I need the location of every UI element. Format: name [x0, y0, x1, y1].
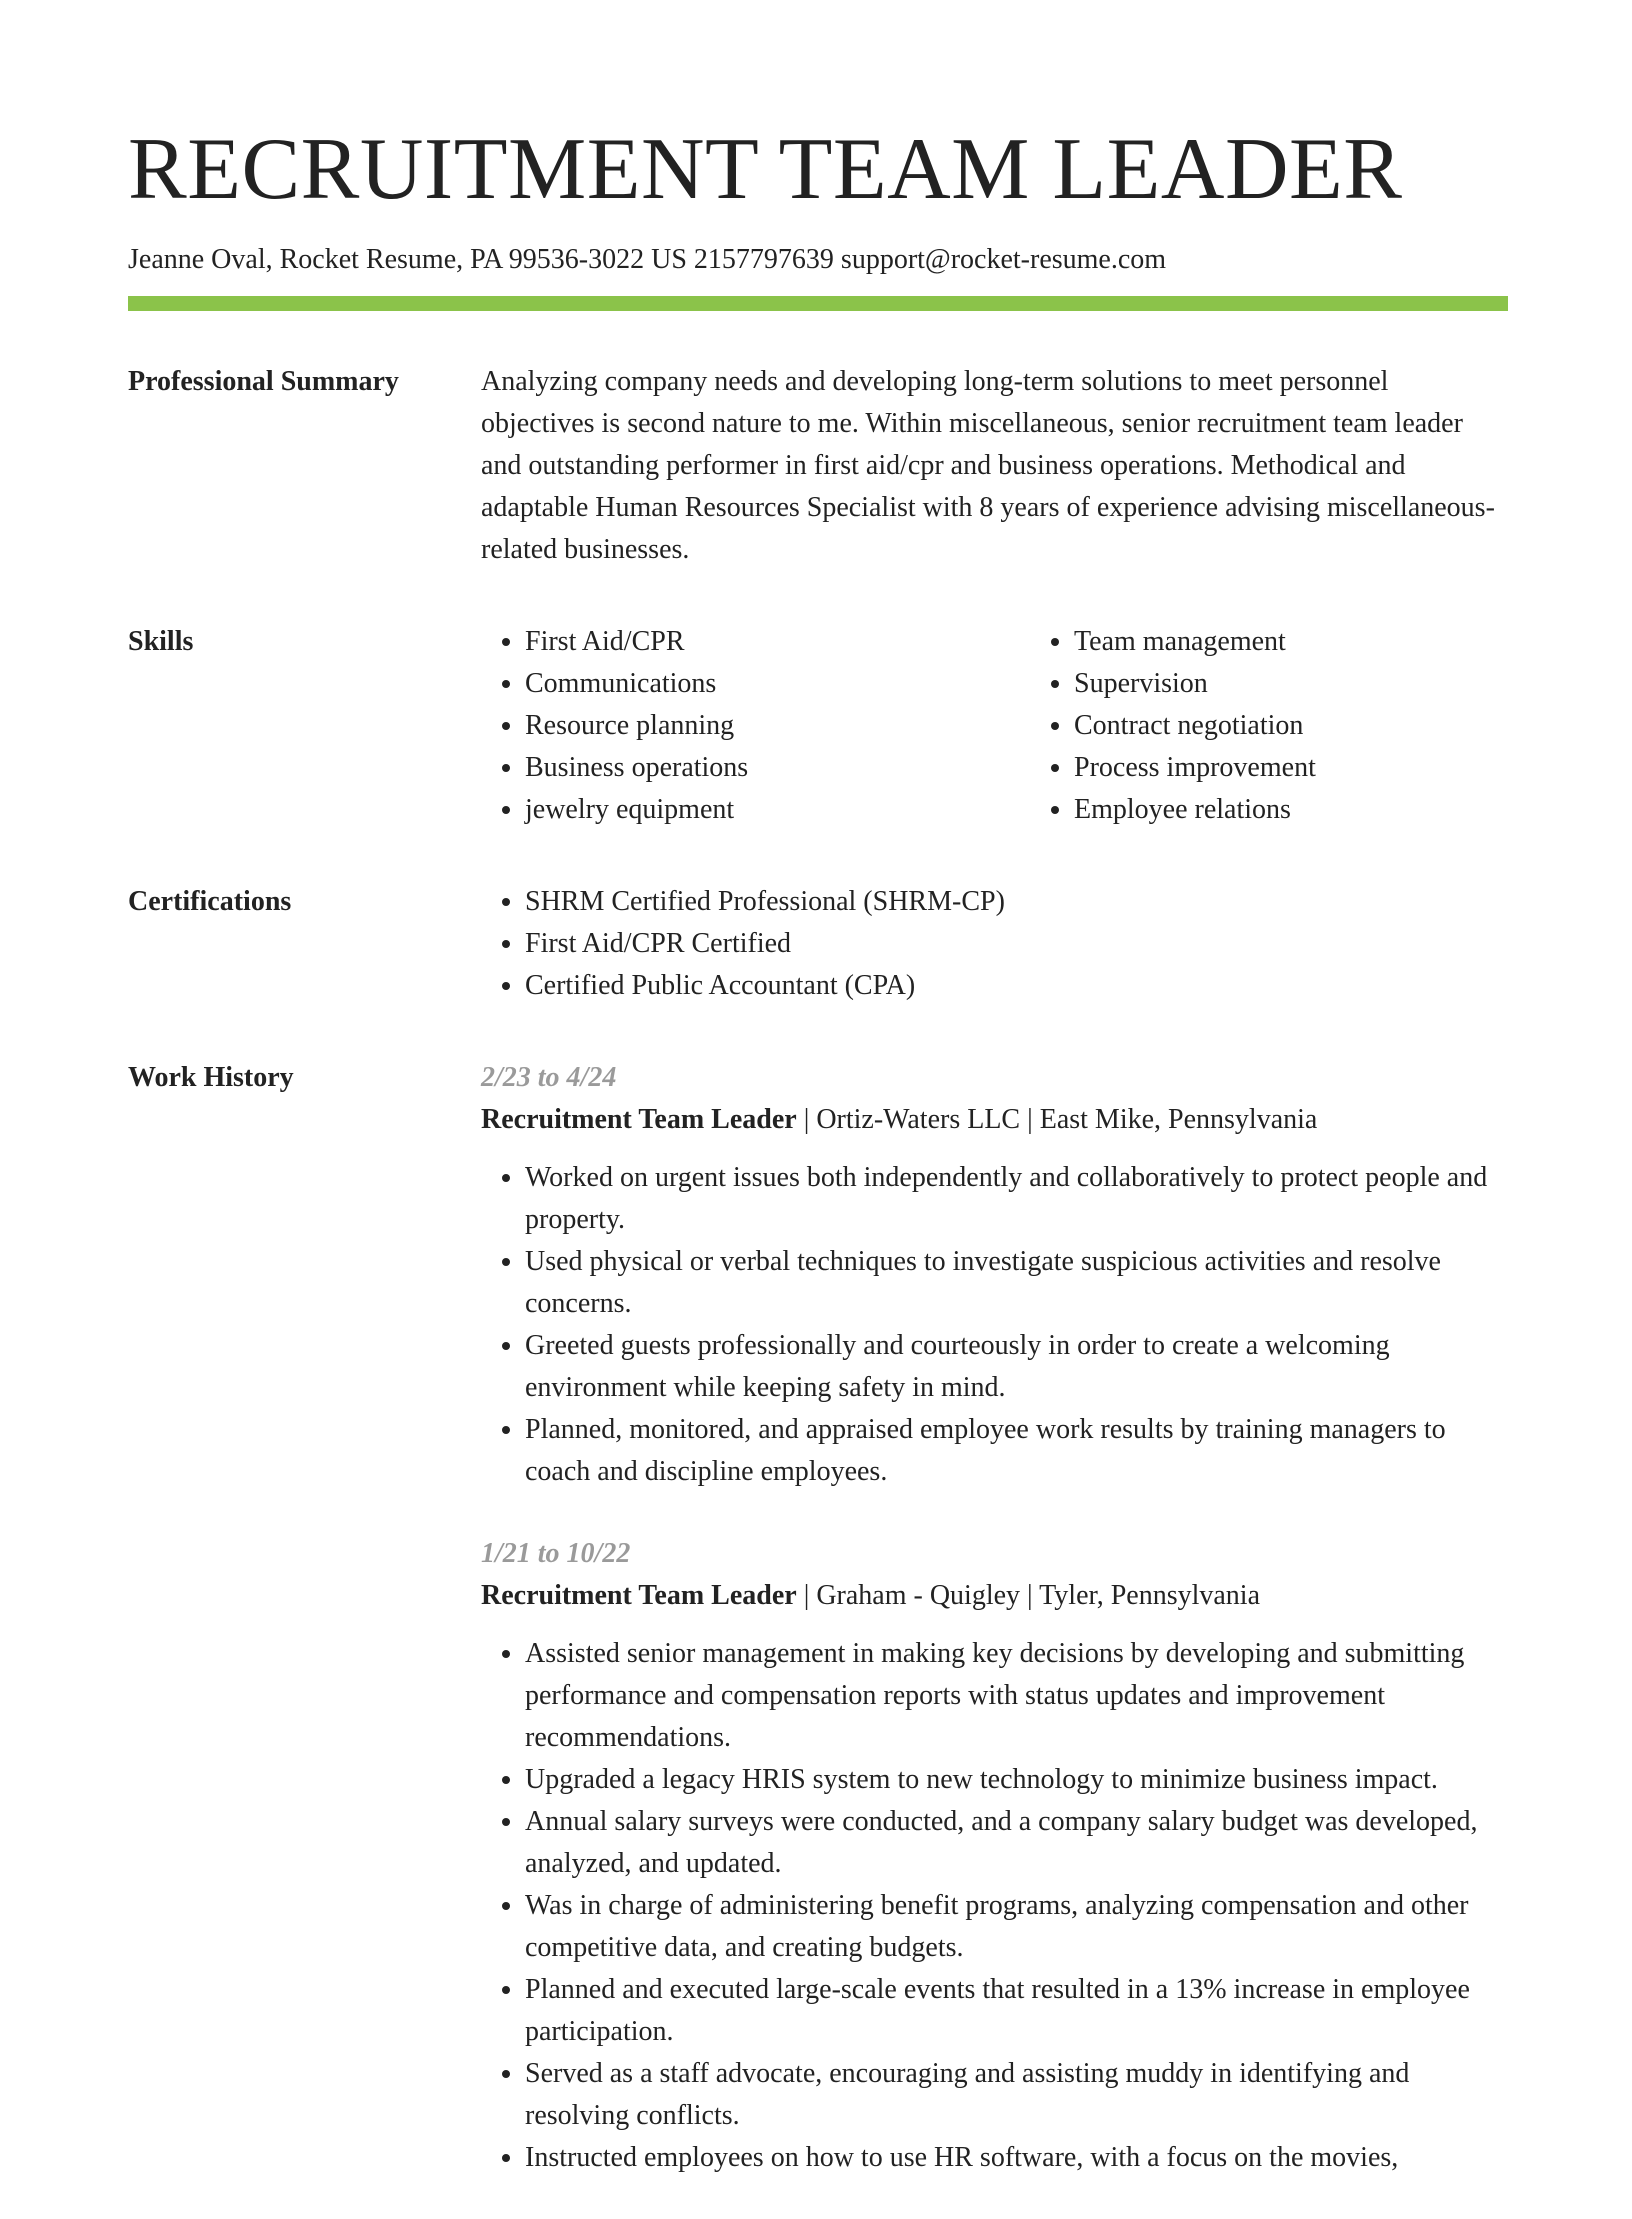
job-entry	[481, 1533, 1508, 2179]
job-bullet: • Annual salary surveys were conducted, and a company salary budget was developed, analyzed, and updated.	[525, 1801, 1508, 1885]
skill-item: • Communications	[525, 663, 1030, 705]
contact-line: Jeanne Oval, Rocket Resume, PA 99536-3022 US 2157797639 support@rocket-resume.com	[128, 244, 1167, 275]
summary-section	[128, 361, 1508, 571]
skill-item: • Business operations	[525, 747, 1030, 789]
skill-item: • First Aid/CPR	[525, 621, 1030, 663]
job-bullets	[481, 1633, 1508, 2179]
job-bullets	[481, 1157, 1508, 1493]
skill-item: • Employee relations	[1074, 789, 1579, 831]
job-bullet: • Used physical or verbal techniques to investigate suspicious activities and resolve concerns.	[525, 1241, 1508, 1325]
summary-text: Analyzing company needs and developing long-term solutions to meet personnel objectives is second nature to me. Within miscellaneous, senior recruitment team leader and outstanding performer in first aid/cpr and business operations. Methodical and adaptable Human Resources Specialist with 8 years of experience advising miscellaneous-related businesses.	[481, 366, 1495, 565]
accent-divider	[128, 296, 1508, 311]
skills-list-left	[481, 621, 1030, 831]
section-label-summary: Professional Summary	[128, 366, 399, 397]
job-dates: 1/21 to 10/22	[481, 1538, 631, 1569]
job-bullet: • Instructed employees on how to use HR software, with a focus on the movies,	[525, 2137, 1508, 2179]
section-label-work-history: Work History	[128, 1062, 294, 1093]
job-bullet: • Planned, monitored, and appraised employee work results by training managers to coach and discipline employees.	[525, 1409, 1508, 1493]
work-history-section	[128, 1057, 1508, 2219]
job-bullet: • Was in charge of administering benefit programs, analyzing compensation and other competitive data, and creating budgets.	[525, 1885, 1508, 1969]
resume-page	[128, 0, 1508, 2219]
job-heading	[481, 1099, 1508, 1141]
job-dates: 2/23 to 4/24	[481, 1062, 617, 1093]
certification-item: • Certified Public Accountant (CPA)	[525, 965, 1508, 1007]
skill-item: • Team management	[1074, 621, 1579, 663]
job-bullet: • Worked on urgent issues both independently and collaboratively to protect people and property.	[525, 1157, 1508, 1241]
certification-item: • First Aid/CPR Certified	[525, 923, 1508, 965]
skill-item: • Resource planning	[525, 705, 1030, 747]
job-bullet: • Upgraded a legacy HRIS system to new technology to minimize business impact.	[525, 1759, 1508, 1801]
job-bullet: • Served as a staff advocate, encouraging and assisting muddy in identifying and resolving conflicts.	[525, 2053, 1508, 2137]
job-bullet: • Assisted senior management in making key decisions by developing and submitting performance and compensation reports with status updates and improvement recommendations.	[525, 1633, 1508, 1759]
job-bullet: • Planned and executed large-scale events that resulted in a 13% increase in employee participation.	[525, 1969, 1508, 2053]
job-title: Recruitment Team Leader	[481, 1104, 797, 1135]
section-label-skills: Skills	[128, 626, 194, 657]
skills-list-right	[1030, 621, 1579, 831]
skills-section	[128, 621, 1508, 831]
section-label-certifications: Certifications	[128, 886, 292, 917]
certifications-list	[481, 881, 1508, 1007]
skill-item: • Supervision	[1074, 663, 1579, 705]
certification-item: • SHRM Certified Professional (SHRM-CP)	[525, 881, 1508, 923]
skill-item: • Process improvement	[1074, 747, 1579, 789]
job-details: | Ortiz-Waters LLC | East Mike, Pennsylvania	[796, 1104, 1318, 1135]
skill-item: • Contract negotiation	[1074, 705, 1579, 747]
resume-title: RECRUITMENT TEAM LEADER	[128, 121, 1403, 218]
certifications-section	[128, 881, 1508, 1007]
job-entry	[481, 1057, 1508, 1493]
job-heading	[481, 1575, 1508, 1617]
job-title: Recruitment Team Leader	[481, 1580, 797, 1611]
job-bullet: • Greeted guests professionally and courteously in order to create a welcoming environment while keeping safety in mind.	[525, 1325, 1508, 1409]
job-details: | Graham - Quigley | Tyler, Pennsylvania	[796, 1580, 1261, 1611]
skill-item: • jewelry equipment	[525, 789, 1030, 831]
